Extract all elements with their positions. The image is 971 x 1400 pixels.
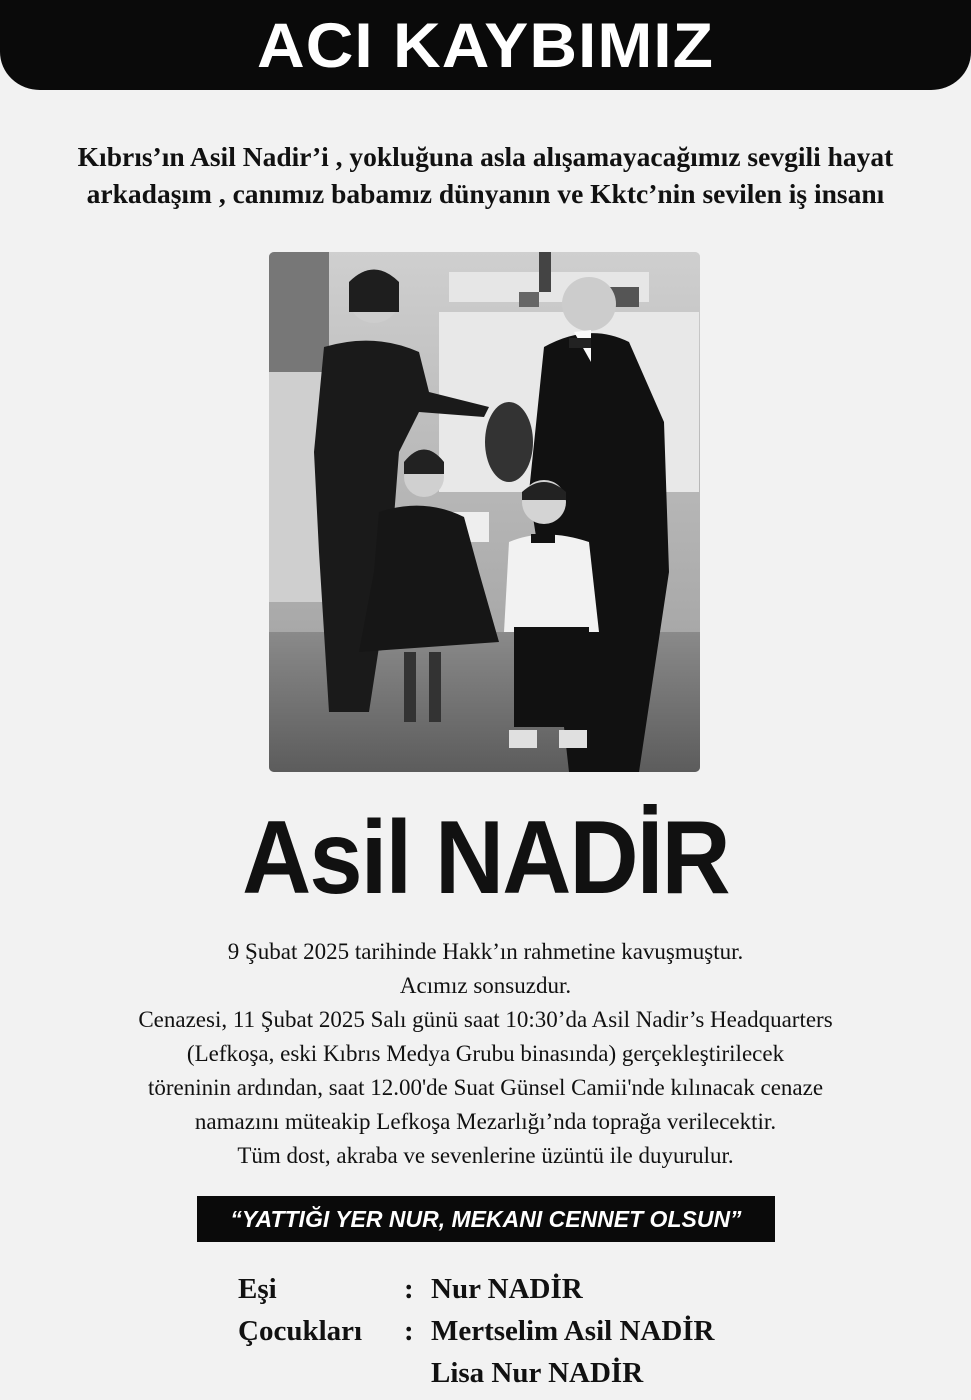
- children-row: [238, 1310, 715, 1352]
- family-photo: [269, 252, 700, 772]
- intro-text: [0, 138, 971, 212]
- announcement-line: Tüm dost, akraba ve sevenlerine üzüntü ile duyurulur.: [237, 1143, 734, 1168]
- announcement-text: [0, 935, 971, 1173]
- spouse-name: Nur NADİR: [431, 1272, 583, 1305]
- intro-line: Kıbrıs’ın Asil Nadir’i , yokluğuna asla alışamayacağımız sevgili hayat: [77, 141, 894, 172]
- announcement-line: (Lefkoşa, eski Kıbrıs Medya Grubu binasında) gerçekleştirilecek: [186, 1041, 785, 1066]
- spouse-label: Eşi: [238, 1272, 277, 1305]
- intro-line: arkadaşım , canımız babamız dünyanın ve Kktc’nin sevilen iş insanı: [86, 178, 885, 209]
- motto-banner: [197, 1196, 775, 1242]
- separator: :: [404, 1314, 414, 1347]
- family-list: [238, 1268, 715, 1394]
- child-name: Mertselim Asil NADİR: [431, 1314, 715, 1347]
- children-label: Çocukları: [238, 1314, 363, 1347]
- announcement-line: 9 Şubat 2025 tarihinde Hakk’ın rahmetine kavuşmuştur.: [227, 939, 744, 964]
- announcement-line: Cenazesi, 11 Şubat 2025 Salı günü saat 10:30’da Asil Nadir’s Headquarters: [138, 1007, 833, 1032]
- child-name: Lisa Nur NADİR: [431, 1356, 644, 1389]
- announcement-line: Acımız sonsuzdur.: [399, 973, 572, 998]
- family-photo-illustration: [269, 252, 700, 772]
- separator: :: [404, 1272, 414, 1305]
- header-banner: [0, 0, 971, 90]
- announcement-line: namazını müteakip Lefkoşa Mezarlığı’nda toprağa verilecektir.: [194, 1109, 777, 1134]
- announcement-line: töreninin ardından, saat 12.00'de Suat Günsel Camii'nde kılınacak cenaze: [147, 1075, 824, 1100]
- children-row-continued: [238, 1352, 715, 1394]
- banner-title: ACI KAYBIMIZ: [257, 9, 714, 81]
- spouse-row: [238, 1268, 715, 1310]
- deceased-name: Asil NADİR: [242, 800, 729, 916]
- motto-text: “YATTIĞI YER NUR, MEKANI CENNET OLSUN”: [230, 1205, 742, 1232]
